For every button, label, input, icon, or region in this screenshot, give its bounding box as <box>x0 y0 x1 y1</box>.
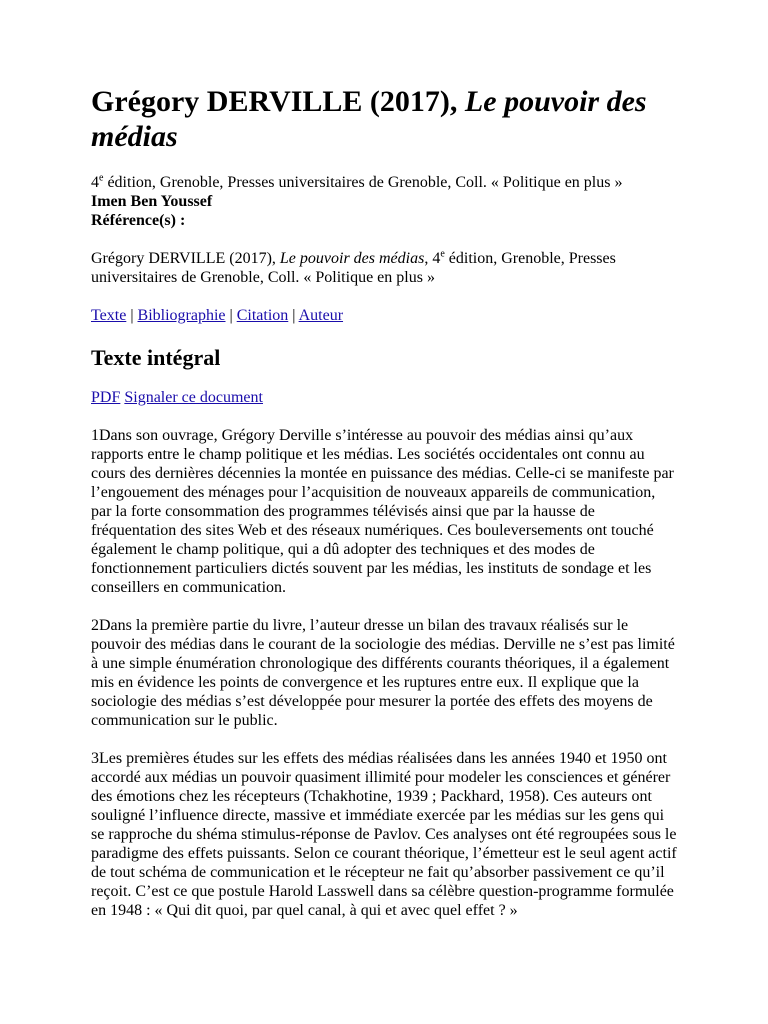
nav-separator: | <box>126 307 138 324</box>
section-nav <box>91 306 677 325</box>
nav-link-bibliographie[interactable]: Bibliographie <box>137 307 226 324</box>
nav-link-texte[interactable]: Texte <box>91 307 127 324</box>
reference-rest: édition, Grenoble, Presses universitaires de Grenoble, Coll. « Politique en plus » <box>91 250 616 286</box>
reference-author-year: Grégory DERVILLE (2017), <box>91 250 280 267</box>
reviewer-name: Imen Ben Youssef <box>91 193 213 210</box>
nav-link-auteur[interactable]: Auteur <box>298 307 344 324</box>
nav-link-citation[interactable]: Citation <box>236 307 289 324</box>
pdf-link[interactable]: PDF <box>91 389 121 406</box>
page-title <box>91 84 677 154</box>
edition-superscript: e <box>99 172 104 184</box>
reference-book: Le pouvoir des médias <box>279 250 425 267</box>
edition-number: 4 <box>91 174 99 191</box>
paragraph-3: 3Les premières études sur les effets des médias réalisées dans les années 1940 et 1950 ont accordé aux médias un pouvoir quasiment illimité pour modeler les consciences et générer des émotions chez les récepteurs (Tchakhotine, 1939 ; Packhard, 1958). Ces auteurs ont souligné l’influence directe, massive et immédiate exercée par les médias sur les gens qui se rapproche du shéma stimulus-réponse de Pavlov. Ces analyses ont été regroupées sous le paradigme des effets puissants. Selon ce courant théorique, l’émetteur est le seul agent actif de tout schéma de communication et le récepteur ne fait qu’absorber passivement ce qu’il reçoit. C’est ce que postule Harold Lasswell dans sa célèbre question-programme formulée en 1948 : « Qui dit quoi, par quel canal, à qui et avec quel effet ? » <box>91 750 677 919</box>
document-tools <box>91 388 677 407</box>
paragraph-1: 1Dans son ouvrage, Grégory Derville s’intéresse au pouvoir des médias ainsi qu’aux rapports entre le champ politique et les médias. Les sociétés occidentales ont connu au cours des dernières décennies la montée en puissance des médias. Celle-ci se manifeste par l’engouement des ménages pour l’acquisition de nouveaux appareils de communication, par la forte consommation des programmes télévisés ainsi que par la hausse de fréquentation des sites Web et des réseaux numériques. Ces bouleversements ont touché également le champ politique, qui a dû adopter des techniques et des modes de fonctionnement particuliers dictés souvent par les médias, les instituts de sondage et les conseillers en communication. <box>91 427 674 596</box>
report-document-link[interactable]: Signaler ce document <box>124 389 263 406</box>
title-author-year: Grégory DERVILLE (2017), <box>91 85 465 118</box>
title-book: Le pouvoir des médias <box>91 85 647 153</box>
edition-rest: édition, Grenoble, Presses universitaires de Grenoble, Coll. « Politique en plus » <box>103 174 623 191</box>
nav-separator: | <box>288 307 299 324</box>
edition-info <box>91 173 677 192</box>
nav-separator: | <box>225 307 237 324</box>
reference-entry <box>91 249 677 287</box>
paragraph-2: 2Dans la première partie du livre, l’auteur dresse un bilan des travaux réalisés sur le pouvoir des médias dans le courant de la sociologie des médias. Derville ne s’est pas limité à une simple énumération chronologique des différents courants théoriques, il a également mis en évidence les points de convergence et les ruptures entre eux. Il explique que la sociologie des médias s’est développée pour mesurer la portée des effets des moyens de communication sur le public. <box>91 617 675 729</box>
reference-after-book: , 4 <box>424 250 441 267</box>
section-heading: Texte intégral <box>91 345 221 370</box>
references-label: Référence(s) : <box>91 212 186 229</box>
reference-superscript: e <box>440 248 445 260</box>
